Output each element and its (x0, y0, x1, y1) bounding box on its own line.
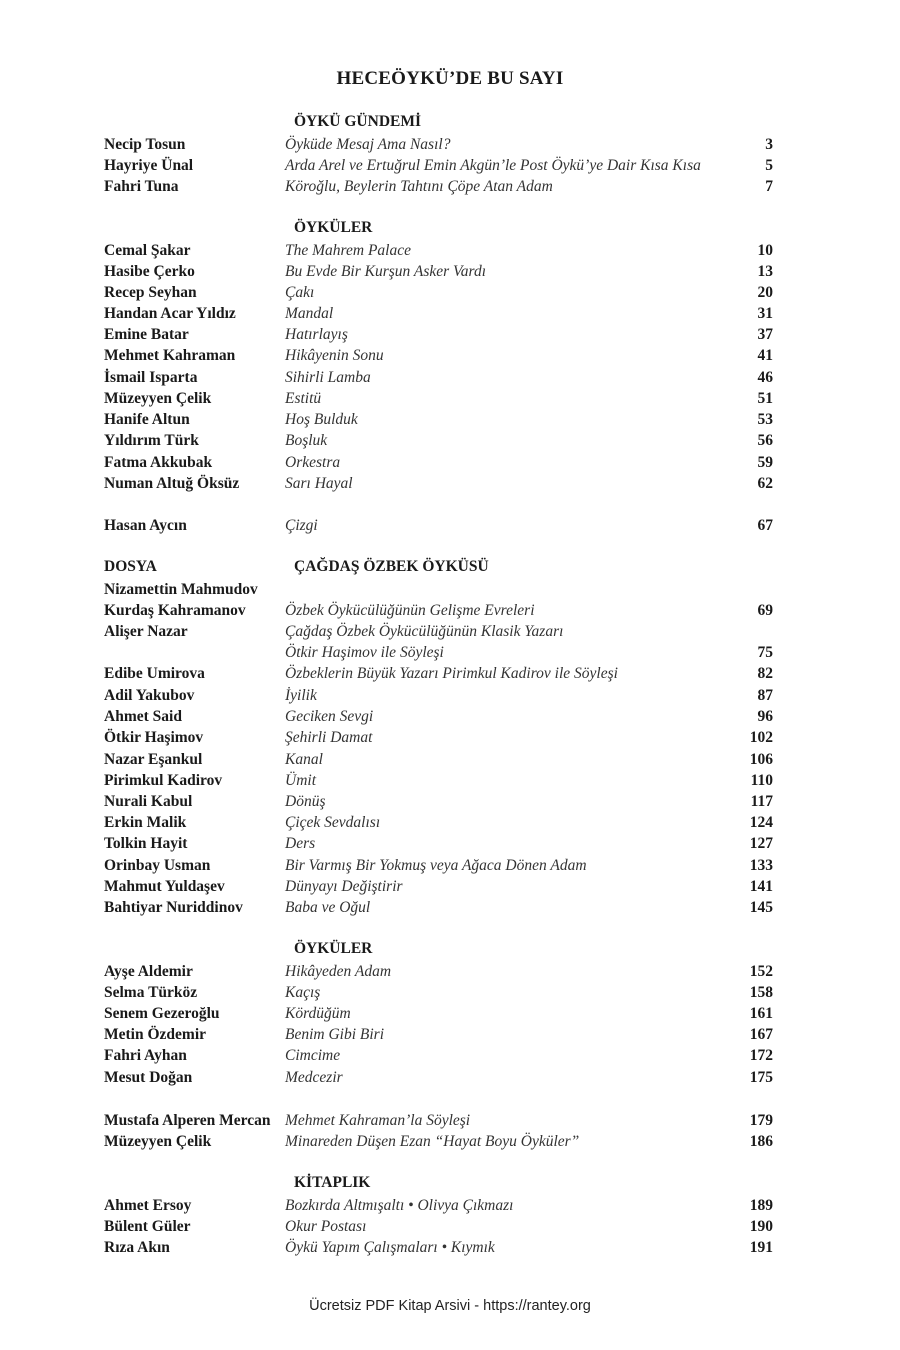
toc-page-number: 141 (749, 878, 773, 895)
toc-author: Pirimkul Kadirov (104, 772, 223, 789)
toc-work-title: Özbeklerin Büyük Yazarı Pirimkul Kadirov ile Söyleşi (285, 665, 618, 682)
toc-author: Müzeyyen Çelik (104, 390, 212, 407)
section-heading-oykuler: ÖYKÜLER (294, 219, 373, 236)
toc-page-number: 82 (757, 665, 773, 682)
toc-row (0, 642, 900, 663)
toc-page-number: 69 (757, 602, 773, 619)
toc-author: Bahtiyar Nuriddinov (104, 899, 243, 916)
toc-row (0, 409, 900, 430)
toc-author: Bülent Güler (104, 1218, 191, 1235)
toc-row (0, 134, 900, 155)
toc-row (0, 961, 900, 982)
toc-work-title: Ders (285, 835, 316, 852)
toc-work-title: Cimcime (285, 1047, 341, 1064)
toc-page-number: 59 (757, 454, 773, 471)
toc-author: Mustafa Alperen Mercan (104, 1112, 271, 1129)
toc-work-title: The Mahrem Palace (285, 242, 411, 259)
toc-page-number: 5 (765, 157, 773, 174)
toc-work-title: Medcezir (285, 1069, 343, 1086)
toc-author: Adil Yakubov (104, 687, 195, 704)
toc-page-number: 175 (749, 1069, 773, 1086)
toc-author: Nizamettin Mahmudov (104, 581, 258, 598)
toc-work-title: Dönüş (285, 793, 326, 810)
toc-page-number: 10 (757, 242, 773, 259)
toc-author: Rıza Akın (104, 1239, 170, 1256)
toc-work-title: Kördüğüm (285, 1005, 351, 1022)
toc-page-number: 124 (749, 814, 773, 831)
toc-row (0, 1045, 900, 1066)
toc-work-title: Baba ve Oğul (285, 899, 371, 916)
toc-row (0, 515, 900, 536)
toc-page-number: 96 (757, 708, 773, 725)
toc-work-title: Minareden Düşen Ezan “Hayat Boyu Öyküler” (285, 1133, 580, 1150)
toc-page-number: 161 (749, 1005, 773, 1022)
toc-author: Erkin Malik (104, 814, 187, 831)
toc-author: Mesut Doğan (104, 1069, 193, 1086)
toc-row (0, 388, 900, 409)
toc-page-number: 179 (749, 1112, 773, 1129)
toc-author: Selma Türköz (104, 984, 198, 1001)
page-title: HECEÖYKÜ’DE BU SAYI (336, 68, 564, 89)
toc-row (0, 1024, 900, 1045)
toc-work-title: Hatırlayış (285, 326, 348, 343)
toc-author: Senem Gezeroğlu (104, 1005, 220, 1022)
toc-author: Yıldırım Türk (104, 432, 199, 449)
toc-work-title: Sarı Hayal (285, 475, 353, 492)
toc-author: Hasibe Çerko (104, 263, 195, 280)
toc-author: Hayriye Ünal (104, 157, 194, 174)
toc-page-number: 87 (757, 687, 773, 704)
toc-page-number: 37 (757, 326, 773, 343)
toc-row (0, 261, 900, 282)
toc-page-number: 106 (749, 751, 773, 768)
toc-author: Cemal Şakar (104, 242, 191, 259)
toc-row (0, 1131, 900, 1152)
toc-row (0, 324, 900, 345)
toc-work-title: Köroğlu, Beylerin Tahtını Çöpe Atan Adam (285, 178, 553, 195)
toc-row (0, 345, 900, 366)
toc-page-number: 31 (757, 305, 773, 322)
toc-page-number: 13 (757, 263, 773, 280)
section-heading-kitaplik: KİTAPLIK (294, 1174, 371, 1191)
toc-work-title: Özbek Öykücülüğünün Gelişme Evreleri (285, 602, 535, 619)
toc-author: Alişer Nazar (104, 623, 188, 640)
toc-work-title: Öyküde Mesaj Ama Nasıl? (285, 136, 451, 153)
toc-author: Nurali Kabul (104, 793, 193, 810)
toc-row (0, 812, 900, 833)
toc-author: Müzeyyen Çelik (104, 1133, 212, 1150)
toc-row (0, 621, 900, 642)
toc-author: Ahmet Said (104, 708, 182, 725)
toc-work-title: Çizgi (285, 517, 318, 534)
toc-author: Fatma Akkubak (104, 454, 213, 471)
toc-row (0, 240, 900, 261)
toc-row (0, 706, 900, 727)
toc-work-title: Mehmet Kahraman’la Söyleşi (285, 1112, 471, 1129)
toc-row (0, 1067, 900, 1088)
toc-page-number: 191 (749, 1239, 773, 1256)
toc-author: Tolkin Hayit (104, 835, 188, 852)
toc-row (0, 176, 900, 197)
toc-row (0, 452, 900, 473)
toc-work-title: Öykü Yapım Çalışmaları • Kıymık (285, 1239, 495, 1256)
toc-author: İsmail Isparta (104, 369, 198, 386)
toc-work-title: Hikâyeden Adam (285, 963, 392, 980)
toc-row (0, 430, 900, 451)
toc-author: Ötkir Haşimov (104, 729, 204, 746)
toc-author: Hasan Aycın (104, 517, 187, 534)
toc-author: Numan Altuğ Öksüz (104, 475, 240, 492)
toc-work-title: Ötkir Haşimov ile Söyleşi (285, 644, 444, 661)
toc-page-number: 190 (749, 1218, 773, 1235)
toc-work-title: Bozkırda Altmışaltı • Olivya Çıkmazı (285, 1197, 514, 1214)
section-heading-cagdas-ozbek-oykusu: ÇAĞDAŞ ÖZBEK ÖYKÜSÜ (294, 558, 489, 575)
toc-author: Metin Özdemir (104, 1026, 207, 1043)
toc-work-title: Çağdaş Özbek Öykücülüğünün Klasik Yazarı (285, 623, 564, 640)
toc-work-title: Geciken Sevgi (285, 708, 374, 725)
toc-work-title: Estitü (285, 390, 322, 407)
toc-row (0, 897, 900, 918)
toc-author: Mehmet Kahraman (104, 347, 236, 364)
toc-page-number: 186 (749, 1133, 773, 1150)
toc-work-title: Çiçek Sevdalısı (285, 814, 381, 831)
toc-row (0, 1216, 900, 1237)
toc-author: Ayşe Aldemir (104, 963, 193, 980)
toc-author: Orinbay Usman (104, 857, 211, 874)
toc-row (0, 367, 900, 388)
toc-author: Recep Seyhan (104, 284, 197, 301)
toc-row (0, 1110, 900, 1131)
toc-page-number: 189 (749, 1197, 773, 1214)
section-heading-oyku-gundemi: ÖYKÜ GÜNDEMİ (294, 113, 422, 130)
toc-page-number: 7 (765, 178, 773, 195)
toc-row (0, 791, 900, 812)
toc-author: Necip Tosun (104, 136, 186, 153)
toc-page-number: 158 (749, 984, 773, 1001)
toc-work-title: Bu Evde Bir Kurşun Asker Vardı (285, 263, 487, 280)
toc-work-title: Benim Gibi Biri (285, 1026, 385, 1043)
toc-page-number: 51 (757, 390, 773, 407)
toc-page-number: 127 (749, 835, 773, 852)
toc-page-number: 172 (749, 1047, 773, 1064)
toc-page-number: 67 (757, 517, 773, 534)
toc-page-number: 145 (749, 899, 773, 916)
toc-author: Hanife Altun (104, 411, 190, 428)
toc-author: Edibe Umirova (104, 665, 205, 682)
toc-page-number: 167 (749, 1026, 773, 1043)
toc-work-title: Sihirli Lamba (285, 369, 371, 386)
toc-row (0, 749, 900, 770)
footer-text: Ücretsiz PDF Kitap Arsivi - https://rantey.org (309, 1298, 591, 1314)
toc-row (0, 982, 900, 1003)
toc-author: Fahri Ayhan (104, 1047, 187, 1064)
toc-row (0, 155, 900, 176)
toc-author: Fahri Tuna (104, 178, 179, 195)
toc-page-number: 117 (750, 793, 773, 810)
toc-work-title: İyilik (285, 687, 317, 704)
toc-work-title: Dünyayı Değiştirir (285, 878, 403, 895)
toc-work-title: Orkestra (285, 454, 341, 471)
toc-page-number: 62 (757, 475, 773, 492)
toc-row (0, 770, 900, 791)
toc-row (0, 579, 900, 600)
toc-page-number: 152 (749, 963, 773, 980)
toc-author: Ahmet Ersoy (104, 1197, 192, 1214)
toc-work-title: Hikâyenin Sonu (285, 347, 384, 364)
toc-row (0, 303, 900, 324)
section-heading-oykuler-2: ÖYKÜLER (294, 940, 373, 957)
toc-row (0, 855, 900, 876)
toc-page-number: 56 (757, 432, 773, 449)
toc-row (0, 473, 900, 494)
toc-page-number: 3 (765, 136, 773, 153)
toc-work-title: Çakı (285, 284, 315, 301)
toc-author: Handan Acar Yıldız (104, 305, 236, 322)
toc-work-title: Boşluk (285, 432, 328, 449)
toc-row (0, 833, 900, 854)
toc-work-title: Bir Varmış Bir Yokmuş veya Ağaca Dönen Adam (285, 857, 587, 874)
toc-author: Emine Batar (104, 326, 189, 343)
toc-row (0, 663, 900, 684)
toc-work-title: Arda Arel ve Ertuğrul Emin Akgün’le Post Öykü’ye Dair Kısa Kısa (285, 157, 701, 174)
toc-work-title: Mandal (285, 305, 334, 322)
toc-page-number: 53 (757, 411, 773, 428)
toc-author: Mahmut Yuldaşev (104, 878, 225, 895)
toc-page-number: 102 (749, 729, 773, 746)
toc-work-title: Şehirli Damat (285, 729, 373, 746)
toc-page-number: 75 (757, 644, 773, 661)
toc-work-title: Kanal (285, 751, 323, 768)
toc-work-title: Okur Postası (285, 1218, 367, 1235)
toc-work-title: Kaçış (285, 984, 321, 1001)
toc-page-number: 110 (750, 772, 773, 789)
toc-row (0, 727, 900, 748)
toc-row (0, 600, 900, 621)
toc-row (0, 685, 900, 706)
toc-page-number: 41 (757, 347, 773, 364)
toc-page-number: 46 (757, 369, 773, 386)
toc-author: Nazar Eşankul (104, 751, 203, 768)
toc-page-number: 133 (749, 857, 773, 874)
toc-row (0, 1003, 900, 1024)
toc-row (0, 1237, 900, 1258)
section-heading-dosya: DOSYA (104, 558, 157, 575)
toc-row (0, 876, 900, 897)
toc-page-number: 20 (757, 284, 773, 301)
toc-row (0, 282, 900, 303)
toc-work-title: Hoş Bulduk (285, 411, 358, 428)
toc-row (0, 1195, 900, 1216)
toc-work-title: Ümit (285, 772, 316, 789)
toc-author: Kurdaş Kahramanov (104, 602, 246, 619)
